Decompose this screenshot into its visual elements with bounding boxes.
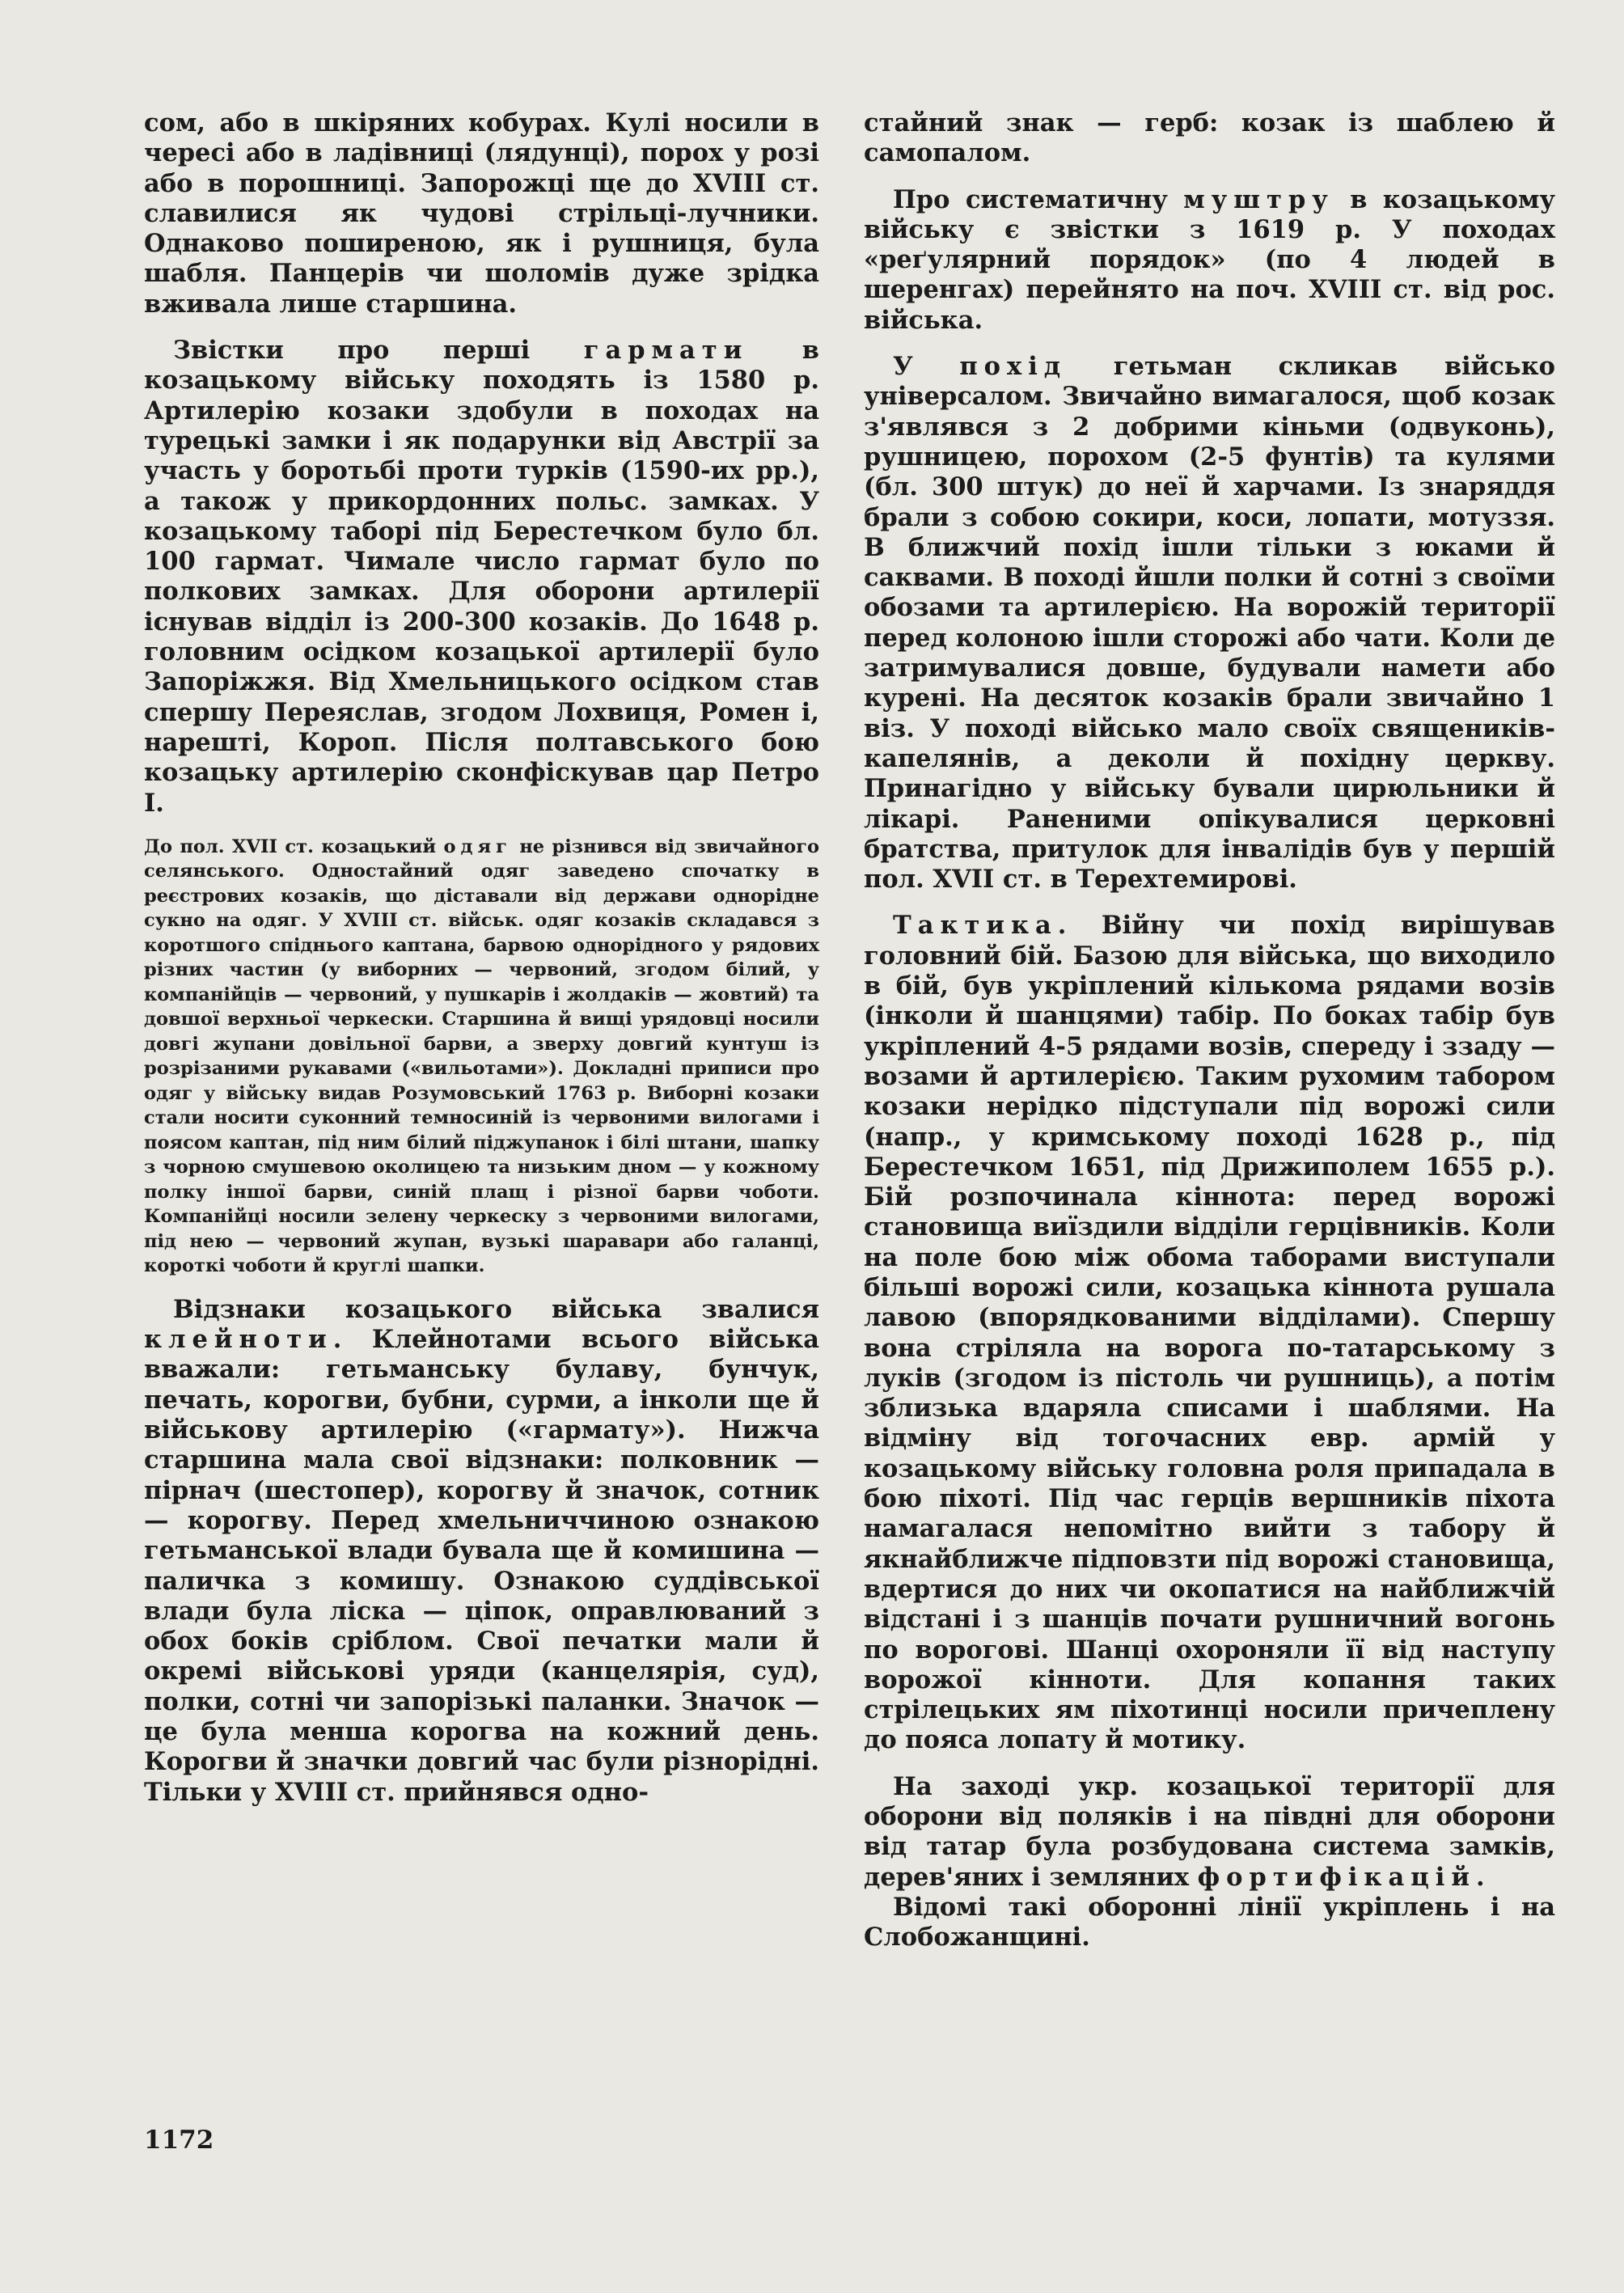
text-run: Звістки про перші bbox=[173, 336, 584, 366]
paragraph-defense-lines: Відомі такі оборонні лінії укріплень і на Слобожанщині. bbox=[864, 1892, 1555, 1952]
text-run: До пол. XVII ст. козацький bbox=[144, 836, 444, 857]
text-run: На заході укр. козацької території для оборони від поляків і на півдні для оборони від татар була розбудована система замків, дерев'яних і земляних bbox=[864, 1771, 1555, 1892]
term-insignia: клейноти bbox=[144, 1325, 333, 1355]
paragraph-clothing bbox=[144, 835, 819, 1279]
term-drill: муштру bbox=[1183, 184, 1334, 214]
term-artillery: гармати bbox=[583, 336, 749, 366]
text-run: . bbox=[1475, 1862, 1485, 1892]
text-run: не різнився від звичайного селянського. Одностайний одяг заведено спочатку в реєстрових козаків, що діставали від держави однорідне сукно на одяг. У XVIII ст. військ. одяг козаків складався з коротшого спіднього каптана, барвою однорідного у рядових різних частин (у виборних — червоний, згодом білий, у компанійців — червоний, у пушкарів і жолдаків — жовтий) та довшої верхньої черкески. Старшина й вищі урядовці носили довгі жупани довільної барви, а зверху довгий кунтуш із розрізаними рукавами («вильотами»). Докладні приписи про одяг у війську видав Розумовський 1763 р. Виборні козаки стали носити суконний темносиній із червоними вилогами і поясом каптан, під ним білий піджупанок і білі штани, шапку з чорною смушевою околицею та низьким дном — у кожному полку іншої барви, синій плащ і різної барви чоботи. Компанійці носили зелену черкеску з червоними вилогами, під нею — червоний жупан, вузькі шаравари або галанці, короткі чоботи й круглі шапки. bbox=[144, 836, 819, 1277]
term-tactics: Тактика bbox=[893, 911, 1058, 941]
paragraph-weapons: сом, або в шкіряних кобурах. Кулі носили в чересі або в ладівниці (лядунці), порох у розі або в порошниці. Запорожці ще до XVIII ст. славилися як чудові стрільці-лучники. Однаково поширеною, як і рушниця, була шабля. Панцерів чи шоломів дуже зрідка вживала лише старшина. bbox=[144, 108, 819, 319]
text-run: . Клейнотами всього війська вважали: гетьманську булаву, бунчук, печать, корогви, бубни, сурми, а інколи ще й військову артилерію («гармату»). Нижча старшина мала свої відзнаки: полковник — пірнач (шестопер), корогву й значок, сотник — корогву. Перед хмельниччиною ознакою гетьманської влади бувала ще й комишина — паличка з комишу. Ознакою суддівської влади була ліска — ціпок, оправлюваний з обох боків сріблом. Свої печатки мали й окремі військові уряди (канцелярія, суд), полки, сотні чи запорізькі паланки. Значок — це була менша корогва на кожний день. Корогви й значки довгий час були різнорідні. Тільки у XVIII ст. прийнявся одно- bbox=[144, 1325, 819, 1807]
text-run: У bbox=[893, 352, 960, 382]
paragraph-coat-of-arms: стайний знак — герб: козак із шаблею й самопалом. bbox=[864, 108, 1555, 168]
paragraph-artillery bbox=[144, 336, 819, 819]
term-fortifications: фортифікацій bbox=[1197, 1862, 1476, 1892]
paragraph-tactics bbox=[864, 911, 1555, 1755]
text-run: Відзнаки козацького війська звалися bbox=[173, 1294, 819, 1324]
text-run: в козацькому війську походять із 1580 р. Артилерію козаки здобули в походах на турецькі замки і як подарунки від Австрії за участь у боротьбі проти турків (1590-их рр.), а також у прикордонних польс. замках. У козацькому таборі під Берестечком було бл. 100 гармат. Чимале число гармат було по полкових замках. Для оборони артилерії існував відділ із 200-300 козаків. До 1648 р. головним осідком козацької артилерії було Запоріжжя. Від Хмельницького осідком став спершу Переяслав, згодом Лохвиця, Ромен і, нарешті, Короп. Після полтавського бою козацьку артилерію сконфіскував цар Петро І. bbox=[144, 336, 820, 818]
text-run: гетьман скликав військо універсалом. Звичайно вимагалося, щоб козак з'являвся з 2 добрими кіньми (одвуконь), рушницею, порохом (2-5 фунтів) та кулями (бл. 300 штук) до неї й харчами. Із знаряддя брали з собою сокири, коси, лопати, мотуззя. В ближчий похід ішли тільки з юками й саквами. В поході йшли полки й сотні з своїми обозами та артилерією. На ворожій території перед колоною ішли сторожі або чати. Коли де затримувалися довше, будували намети або курені. На десяток козаків брали звичайно 1 віз. У поході військо мало своїх священиків-капелянів, а деколи й похідну церкву. Принагідно у війську бували цирюльники й лікарі. Раненими опікувалися церковні братства, притулок для інвалідів був у першій пол. XVII ст. в Терехтемирові. bbox=[864, 352, 1555, 895]
right-column bbox=[864, 108, 1555, 1953]
left-column bbox=[144, 108, 819, 1808]
term-clothing: одяг bbox=[443, 836, 512, 857]
text-run: в козацькому війську є звістки з 1619 р. У походах «реґулярний порядок» (по 4 людей в шеренгах) перейнято на поч. XVIII ст. від рос. війська. bbox=[864, 184, 1555, 335]
term-campaign: похід bbox=[959, 352, 1068, 382]
paragraph-drill bbox=[864, 185, 1555, 336]
text-run: Про систематичну bbox=[893, 184, 1184, 214]
text-run: . Війну чи похід вирішував головний бій. Базою для війська, що виходило в бій, був укріплений кількома рядами возів (інколи й шанцями) табір. По боках табір був укріплений 4-5 рядами возів, спереду і ззаду — возами й артилерією. Таким рухомим табором козаки нерідко підступали під ворожі сили (напр., у кримському поході 1628 р., під Берестечком 1651, під Дрижиполем 1655 р.). Бій розпочинала кіннота: перед ворожі становища виїздили відділи герцівників. Коли на поле бою між обома таборами виступали більші ворожі сили, козацька кіннота рушала лавою (впорядкованими відділами). Спершу вона стріляла на ворога по-татарському з луків (згодом із пістоль чи рушниць), а потім зблизька вдаряла списами і шаблями. На відміну від тогочасних евр. армій у козацькому війську головна роля припадала в бою піхоті. Під час герців вершників піхота намагалася непомітно вийти з табору й якнайближче підповзти під ворожі становища, вдертися до них чи окопатися на найближчій відстані і з шанців почати рушничний вогонь по ворогові. Шанці охороняли її від наступу ворожої кінноти. Для копання таких стрілецьких ям піхотинці носили причеплену до пояса лопату й мотику. bbox=[864, 911, 1555, 1755]
paragraph-fortifications bbox=[864, 1772, 1555, 1893]
paragraph-campaign bbox=[864, 352, 1555, 895]
page-number: 1172 bbox=[144, 2126, 214, 2155]
paragraph-insignia bbox=[144, 1295, 819, 1808]
